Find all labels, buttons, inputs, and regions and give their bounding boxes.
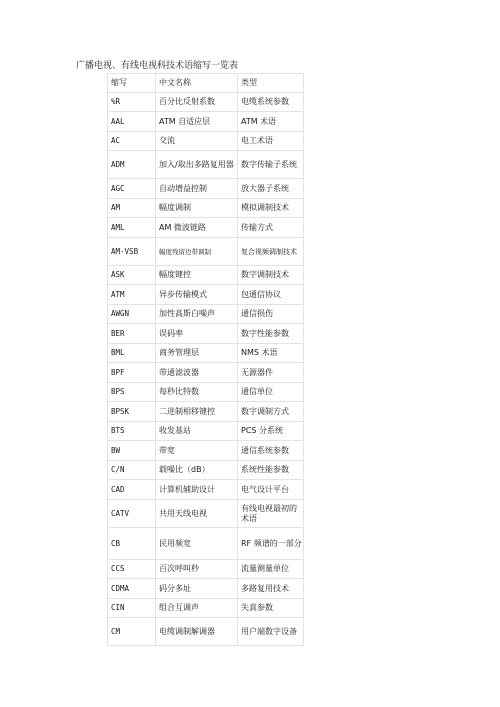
table-row: [108, 560, 304, 579]
chinese-name-cell: ATM 自适应层: [156, 112, 238, 132]
chinese-name-cell: 电缆调制解调器: [156, 618, 238, 646]
type-cell: 失真参数: [238, 599, 304, 618]
abbreviation-cell: C/N: [108, 461, 156, 480]
abbreviation-cell: BTS: [108, 422, 156, 441]
table-row: [108, 199, 304, 218]
table-row: [108, 266, 304, 285]
chinese-name-cell: 载噪比（dB）: [156, 461, 238, 480]
abbreviation-cell: AC: [108, 132, 156, 151]
chinese-name-cell: 民用频宽: [156, 528, 238, 560]
chinese-name-cell: 计算机辅助设计: [156, 480, 238, 500]
chinese-name-cell: AM 微波链路: [156, 218, 238, 238]
abbreviation-cell: AML: [108, 218, 156, 238]
abbreviation-cell: BW: [108, 441, 156, 461]
table-row: [108, 151, 304, 179]
abbreviation-cell: BPSK: [108, 402, 156, 422]
type-cell: ATM 术语: [238, 112, 304, 132]
type-cell: 通信单位: [238, 383, 304, 402]
table-row: [108, 93, 304, 112]
table-row: [108, 112, 304, 132]
abbreviation-cell: ADM: [108, 151, 156, 179]
table-row: [108, 441, 304, 461]
chinese-name-cell: 带宽: [156, 441, 238, 461]
chinese-name-cell: 组合互调声: [156, 599, 238, 618]
chinese-name-cell: 二进制相移键控: [156, 402, 238, 422]
table-row: [108, 618, 304, 646]
type-cell: 数字调制方式: [238, 402, 304, 422]
type-cell: 复合视频调制技术: [238, 238, 304, 266]
type-cell: 包通信协议: [238, 285, 304, 305]
table-row: [108, 422, 304, 441]
abbreviation-cell: BER: [108, 324, 156, 344]
table-row: [108, 528, 304, 560]
table-row: [108, 383, 304, 402]
chinese-name-cell: 交流: [156, 132, 238, 151]
abbreviation-cell: AGC: [108, 179, 156, 199]
type-cell: 传输方式: [238, 218, 304, 238]
table-row: [108, 344, 304, 363]
chinese-name-cell: 码分多址: [156, 579, 238, 599]
abbreviation-cell: AM: [108, 199, 156, 218]
chinese-name-cell: 加入/取出多路复用器: [156, 151, 238, 179]
table-row: [108, 500, 304, 528]
table-row: [108, 218, 304, 238]
type-cell: 电缆系统参数: [238, 93, 304, 112]
table-row: [108, 285, 304, 305]
table-header-row: [108, 74, 304, 93]
chinese-name-cell: 共用天线电视: [156, 500, 238, 528]
abbreviation-cell: %R: [108, 93, 156, 112]
abbreviation-cell: ASK: [108, 266, 156, 285]
chinese-name-cell: 幅度调制: [156, 199, 238, 218]
abbreviation-cell: ATM: [108, 285, 156, 305]
table-row: [108, 238, 304, 266]
chinese-name-cell: 幅度残留边带调制: [156, 238, 238, 266]
header-abbreviation: 缩写: [108, 74, 156, 93]
abbreviation-cell: CIN: [108, 599, 156, 618]
abbreviation-cell: AWGN: [108, 305, 156, 324]
abbreviation-cell: CB: [108, 528, 156, 560]
table-row: [108, 579, 304, 599]
chinese-name-cell: 每秒比特数: [156, 383, 238, 402]
glossary-table-body: [108, 74, 304, 646]
type-cell: 无源器件: [238, 363, 304, 383]
type-cell: 数字性能参数: [238, 324, 304, 344]
abbreviation-cell: CATV: [108, 500, 156, 528]
type-cell: 通信损伤: [238, 305, 304, 324]
chinese-name-cell: 误码率: [156, 324, 238, 344]
type-cell: 通信系统参数: [238, 441, 304, 461]
table-row: [108, 132, 304, 151]
type-cell: 数字调制技术: [238, 266, 304, 285]
abbreviation-cell: CAD: [108, 480, 156, 500]
type-cell: 放大器子系统: [238, 179, 304, 199]
document-title: 广播电视、有线电视科技术语缩写一览表: [76, 61, 239, 71]
abbreviation-cell: CCS: [108, 560, 156, 579]
type-cell: 多路复用技术: [238, 579, 304, 599]
header-type: 类型: [238, 74, 304, 93]
abbreviation-cell: AAL: [108, 112, 156, 132]
glossary-table: [107, 73, 304, 646]
abbreviation-cell: AM-VSB: [108, 238, 156, 266]
type-cell: NMS 术语: [238, 344, 304, 363]
chinese-name-cell: 商务管理层: [156, 344, 238, 363]
chinese-name-cell: 收发基站: [156, 422, 238, 441]
type-cell: 有线电视最初的术语: [238, 500, 304, 528]
type-cell: PCS 分系统: [238, 422, 304, 441]
type-cell: 用户端数字设备: [238, 618, 304, 646]
type-cell: 模拟调制技术: [238, 199, 304, 218]
table-row: [108, 363, 304, 383]
chinese-name-cell: 百分比反射系数: [156, 93, 238, 112]
type-cell: 电气设计平台: [238, 480, 304, 500]
abbreviation-cell: BPS: [108, 383, 156, 402]
table-row: [108, 305, 304, 324]
table-row: [108, 461, 304, 480]
chinese-name-cell: 加性高斯白噪声: [156, 305, 238, 324]
table-row: [108, 599, 304, 618]
chinese-name-cell: 幅度键控: [156, 266, 238, 285]
abbreviation-cell: BML: [108, 344, 156, 363]
abbreviation-cell: CDMA: [108, 579, 156, 599]
abbreviation-cell: BPF: [108, 363, 156, 383]
chinese-name-cell: 带通滤波器: [156, 363, 238, 383]
type-cell: 电工术语: [238, 132, 304, 151]
table-row: [108, 324, 304, 344]
chinese-name-cell: 异步传输模式: [156, 285, 238, 305]
header-chinese-name: 中文名称: [156, 74, 238, 93]
type-cell: 数字传输子系统: [238, 151, 304, 179]
table-row: [108, 179, 304, 199]
chinese-name-cell: 百次呼叫秒: [156, 560, 238, 579]
type-cell: 系统性能参数: [238, 461, 304, 480]
table-row: [108, 480, 304, 500]
abbreviation-cell: CM: [108, 618, 156, 646]
table-row: [108, 402, 304, 422]
type-cell: 流量测量单位: [238, 560, 304, 579]
type-cell: RF 频谱的一部分: [238, 528, 304, 560]
chinese-name-cell: 自动增益控制: [156, 179, 238, 199]
